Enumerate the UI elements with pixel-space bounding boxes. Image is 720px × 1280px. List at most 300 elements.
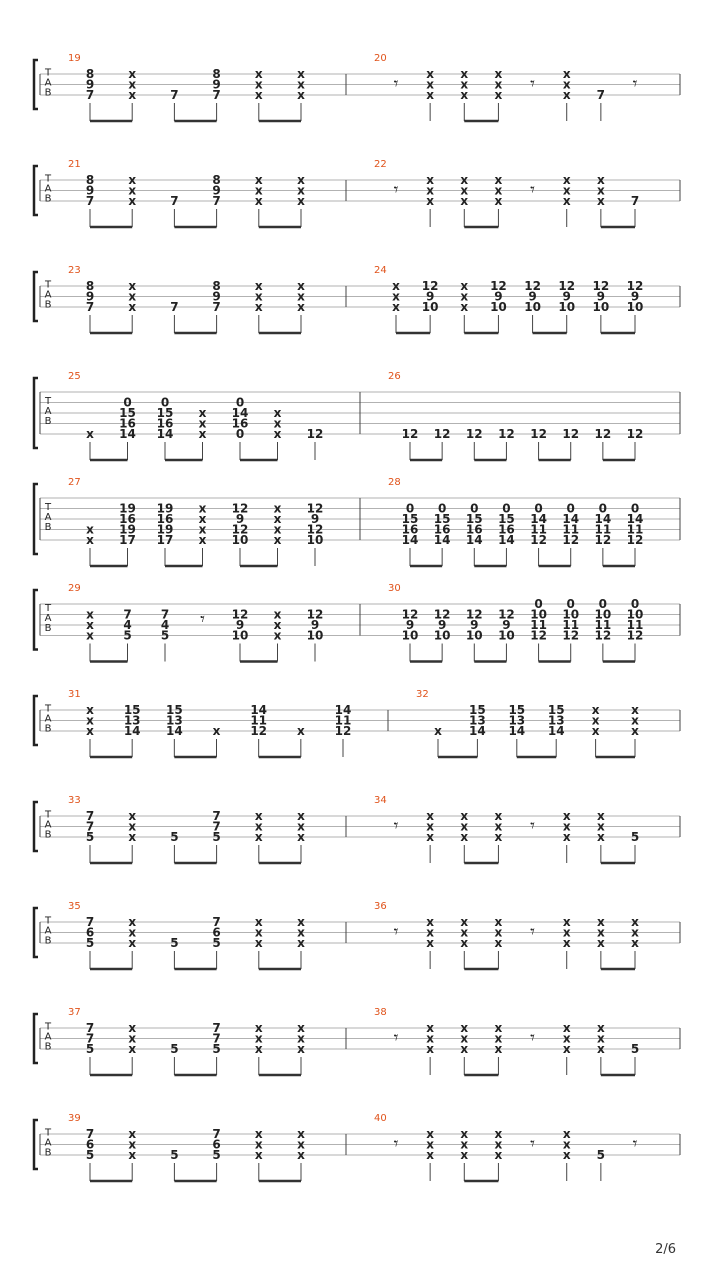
eighth-rest: 𝄾: [530, 1027, 535, 1049]
dead-note: x: [631, 703, 639, 717]
measure-number: 30: [388, 583, 401, 594]
measure-number: 31: [68, 689, 81, 700]
system-bracket: [34, 1120, 38, 1169]
fret-number: 6: [212, 925, 221, 940]
dead-note: x: [494, 1031, 503, 1046]
fret-number: 12: [465, 427, 483, 441]
dead-note: x: [297, 1137, 305, 1152]
fret-number: 10: [306, 628, 324, 643]
dead-note: x: [128, 1031, 137, 1046]
fret-number: 10: [421, 300, 439, 314]
eighth-rest: 𝄾: [200, 608, 205, 630]
fret-number: 12: [231, 522, 249, 537]
dead-note: x: [86, 703, 94, 717]
dead-note: x: [128, 194, 137, 208]
measure-number: 23: [68, 265, 81, 276]
fret-number: 9: [310, 618, 320, 632]
dead-note: x: [297, 819, 305, 834]
dead-note: x: [596, 194, 605, 208]
dead-note: x: [392, 279, 400, 293]
dead-note: x: [631, 915, 639, 929]
system-bracket: [34, 272, 38, 321]
fret-number: 11: [594, 522, 612, 537]
fret-number: 9: [437, 618, 447, 632]
dead-note: x: [392, 300, 400, 314]
eighth-rest: 𝄾: [393, 1133, 399, 1155]
fret-number: 9: [85, 77, 95, 92]
dead-note: x: [631, 936, 639, 950]
dead-note: x: [297, 1042, 305, 1056]
dead-note: x: [86, 618, 94, 632]
measure-number: 22: [374, 159, 387, 170]
dead-note: x: [460, 830, 469, 844]
fret-number: 9: [494, 289, 503, 304]
dead-note: x: [596, 1031, 605, 1046]
fret-number: 14: [165, 724, 183, 738]
fret-number: 19: [119, 522, 136, 537]
fret-number: 14: [401, 533, 419, 547]
fret-number: 8: [85, 67, 95, 81]
dead-note: x: [460, 1148, 469, 1162]
dead-note: x: [494, 88, 503, 102]
fret-number: 0: [502, 501, 511, 516]
fret-number: 7: [596, 88, 606, 102]
tab-clef-letter: T: [44, 1021, 52, 1033]
fret-number: 7: [85, 1021, 95, 1035]
fret-number: 9: [405, 618, 415, 632]
system-bracket: [34, 484, 38, 554]
fret-number: 14: [626, 512, 644, 526]
system-bracket: [34, 166, 38, 215]
dead-note: x: [273, 427, 282, 441]
fret-number: 11: [562, 522, 580, 537]
fret-number: 5: [85, 936, 95, 950]
tab-clef-letter: T: [44, 173, 52, 185]
dead-note: x: [562, 1021, 571, 1035]
dead-note: x: [297, 88, 305, 102]
dead-note: x: [562, 194, 571, 208]
dead-note: x: [273, 501, 282, 516]
fret-number: 10: [433, 628, 451, 643]
dead-note: x: [297, 1148, 305, 1162]
dead-note: x: [460, 1137, 469, 1152]
fret-number: 0: [630, 501, 640, 516]
fret-number: 5: [212, 1042, 221, 1056]
fret-number: 7: [85, 300, 95, 314]
fret-number: 14: [123, 724, 141, 738]
dead-note: x: [494, 915, 503, 929]
fret-number: 11: [562, 618, 580, 632]
fret-number: 5: [212, 830, 221, 844]
fret-number: 8: [212, 173, 221, 187]
fret-number: 9: [235, 618, 245, 632]
fret-number: 14: [231, 406, 249, 420]
fret-number: 0: [470, 501, 479, 516]
fret-number: 7: [123, 607, 132, 622]
fret-number: 14: [547, 724, 565, 738]
dead-note: x: [426, 1148, 435, 1162]
measure-number: 27: [68, 477, 81, 488]
dead-note: x: [562, 183, 571, 198]
dead-note: x: [596, 809, 605, 823]
measure-number: 32: [416, 689, 429, 700]
dead-note: x: [297, 279, 305, 293]
dead-note: x: [254, 300, 263, 314]
fret-number: 14: [119, 427, 136, 441]
fret-number: 5: [630, 830, 640, 844]
dead-note: x: [273, 607, 282, 622]
fret-number: 7: [630, 194, 640, 208]
fret-number: 7: [85, 819, 95, 834]
measure-number: 21: [68, 159, 81, 170]
dead-note: x: [460, 88, 469, 102]
measure-number: 29: [68, 583, 81, 594]
dead-note: x: [494, 830, 503, 844]
fret-number: 15: [547, 703, 565, 717]
dead-note: x: [562, 1031, 571, 1046]
dead-note: x: [254, 194, 263, 208]
system-bracket: [34, 696, 38, 745]
fret-number: 16: [498, 522, 515, 537]
dead-note: x: [273, 512, 282, 526]
dead-note: x: [297, 925, 305, 940]
fret-number: 15: [156, 406, 174, 420]
dead-note: x: [128, 1127, 137, 1141]
fret-number: 8: [85, 173, 95, 187]
eighth-rest: 𝄾: [393, 815, 399, 837]
fret-number: 12: [498, 427, 515, 441]
dead-note: x: [494, 925, 503, 940]
tab-clef-letter: B: [44, 299, 52, 311]
fret-number: 8: [85, 279, 95, 293]
dead-note: x: [198, 427, 207, 441]
dead-note: x: [254, 88, 263, 102]
tab-clef-letter: B: [44, 416, 52, 427]
fret-number: 12: [592, 279, 610, 293]
fret-number: 12: [562, 427, 580, 441]
fret-number: 14: [465, 533, 483, 547]
fret-number: 12: [594, 628, 612, 643]
dead-note: x: [254, 77, 263, 92]
dead-note: x: [460, 925, 469, 940]
dead-note: x: [460, 77, 469, 92]
dead-note: x: [631, 925, 639, 940]
fret-number: 12: [306, 522, 324, 537]
dead-note: x: [273, 628, 282, 643]
dead-note: x: [86, 628, 94, 643]
fret-number: 13: [508, 713, 526, 728]
eighth-rest: 𝄾: [530, 1133, 535, 1155]
measure-number: 19: [68, 53, 81, 64]
fret-number: 5: [85, 830, 95, 844]
fret-number: 9: [212, 289, 221, 304]
eighth-rest: 𝄾: [393, 1027, 399, 1049]
dead-note: x: [494, 819, 503, 834]
tab-clef-letter: B: [44, 1041, 52, 1053]
measure-number: 34: [374, 795, 387, 806]
fret-number: 9: [85, 289, 95, 304]
dead-note: x: [434, 724, 442, 738]
dead-note: x: [254, 830, 263, 844]
fret-number: 0: [598, 501, 608, 516]
fret-number: 5: [123, 628, 132, 643]
dead-note: x: [494, 1137, 503, 1152]
dead-note: x: [460, 279, 469, 293]
fret-number: 12: [306, 607, 324, 622]
dead-note: x: [426, 936, 435, 950]
dead-note: x: [128, 1021, 137, 1035]
fret-number: 7: [212, 88, 221, 102]
dead-note: x: [297, 809, 305, 823]
fret-number: 15: [433, 512, 451, 526]
dead-note: x: [128, 88, 137, 102]
dead-note: x: [460, 819, 469, 834]
page-number: 2/6: [655, 1242, 676, 1257]
fret-number: 10: [594, 607, 612, 622]
fret-number: 16: [156, 416, 174, 431]
dead-note: x: [562, 1148, 571, 1162]
fret-number: 5: [212, 936, 221, 950]
dead-note: x: [297, 194, 305, 208]
fret-number: 7: [170, 300, 179, 314]
fret-number: 13: [547, 713, 565, 728]
fret-number: 16: [156, 512, 174, 526]
dead-note: x: [494, 809, 503, 823]
dead-note: x: [273, 618, 282, 632]
dead-note: x: [460, 936, 469, 950]
system-bracket: [34, 1014, 38, 1063]
fret-number: 12: [626, 533, 644, 547]
fret-number: 10: [490, 300, 507, 314]
dead-note: x: [254, 1127, 263, 1141]
fret-number: 19: [119, 501, 136, 516]
dead-note: x: [426, 925, 435, 940]
dead-note: x: [562, 1127, 571, 1141]
fret-number: 10: [592, 300, 610, 314]
dead-note: x: [460, 1031, 469, 1046]
fret-number: 0: [123, 395, 132, 410]
dead-note: x: [426, 194, 435, 208]
fret-number: 7: [85, 194, 95, 208]
fret-number: 0: [160, 395, 170, 410]
tab-clef-letter: A: [44, 819, 52, 831]
dead-note: x: [297, 1031, 305, 1046]
tab-clef-letter: A: [44, 713, 52, 725]
fret-number: 16: [433, 522, 451, 537]
dead-note: x: [460, 1021, 469, 1035]
tab-clef-letter: B: [44, 829, 52, 841]
dead-note: x: [128, 1148, 137, 1162]
tab-clef-letter: T: [44, 502, 52, 513]
fret-number: 7: [85, 1031, 95, 1046]
dead-note: x: [426, 830, 435, 844]
fret-number: 10: [524, 300, 541, 314]
tab-clef-letter: A: [44, 925, 52, 937]
dead-note: x: [460, 67, 469, 81]
fret-number: 6: [85, 1137, 95, 1152]
fret-number: 7: [170, 194, 179, 208]
fret-number: 9: [596, 289, 606, 304]
fret-number: 10: [465, 628, 483, 643]
fret-number: 4: [123, 618, 132, 632]
dead-note: x: [254, 1148, 263, 1162]
fret-number: 7: [212, 915, 221, 929]
dead-note: x: [297, 1021, 305, 1035]
fret-number: 0: [437, 501, 447, 516]
fret-number: 12: [421, 279, 439, 293]
fret-number: 7: [85, 1127, 95, 1141]
eighth-rest: 𝄾: [393, 921, 399, 943]
fret-number: 17: [156, 533, 174, 547]
dead-note: x: [254, 183, 263, 198]
dead-note: x: [591, 703, 600, 717]
fret-number: 8: [212, 279, 221, 293]
dead-note: x: [297, 915, 305, 929]
fret-number: 12: [306, 501, 324, 516]
tab-clef-letter: A: [44, 77, 52, 89]
dead-note: x: [460, 173, 469, 187]
fret-number: 10: [401, 628, 419, 643]
dead-note: x: [128, 1137, 137, 1152]
dead-note: x: [596, 925, 605, 940]
dead-note: x: [460, 1127, 469, 1141]
fret-number: 9: [235, 512, 245, 526]
measure-number: 38: [374, 1007, 387, 1018]
dead-note: x: [273, 533, 282, 547]
system-bracket: [34, 802, 38, 851]
dead-note: x: [86, 713, 94, 728]
dead-note: x: [562, 67, 571, 81]
fret-number: 12: [594, 427, 612, 441]
dead-note: x: [562, 819, 571, 834]
dead-note: x: [254, 1031, 263, 1046]
dead-note: x: [596, 936, 605, 950]
dead-note: x: [562, 809, 571, 823]
fret-number: 11: [594, 618, 612, 632]
fret-number: 12: [530, 533, 547, 547]
eighth-rest: 𝄾: [530, 921, 535, 943]
fret-number: 9: [470, 618, 479, 632]
dead-note: x: [494, 173, 503, 187]
dead-note: x: [198, 416, 207, 431]
fret-number: 0: [235, 427, 245, 441]
dead-note: x: [254, 1042, 263, 1056]
fret-number: 11: [250, 713, 268, 728]
dead-note: x: [631, 724, 639, 738]
dead-note: x: [426, 88, 435, 102]
measure-number: 28: [388, 477, 401, 488]
fret-number: 0: [566, 597, 575, 611]
fret-number: 0: [534, 597, 543, 611]
fret-number: 7: [170, 88, 179, 102]
dead-note: x: [128, 289, 137, 304]
fret-number: 12: [558, 279, 576, 293]
dead-note: x: [198, 512, 207, 526]
fret-number: 6: [85, 925, 95, 940]
dead-note: x: [426, 809, 435, 823]
fret-number: 5: [170, 936, 179, 950]
fret-number: 13: [123, 713, 141, 728]
fret-number: 6: [212, 1137, 221, 1152]
fret-number: 12: [334, 724, 352, 738]
tab-clef-letter: B: [44, 935, 52, 947]
dead-note: x: [297, 183, 305, 198]
tab-clef-letter: A: [44, 183, 52, 195]
fret-number: 14: [156, 427, 174, 441]
measure-number: 39: [68, 1113, 81, 1124]
fret-number: 10: [530, 607, 547, 622]
dead-note: x: [562, 1137, 571, 1152]
dead-note: x: [297, 300, 305, 314]
dead-note: x: [297, 173, 305, 187]
eighth-rest: 𝄾: [632, 73, 638, 95]
fret-number: 12: [433, 427, 451, 441]
fret-number: 8: [212, 67, 221, 81]
fret-number: 9: [425, 289, 435, 304]
fret-number: 12: [231, 501, 249, 516]
dead-note: x: [254, 819, 263, 834]
dead-note: x: [460, 183, 469, 198]
dead-note: x: [254, 173, 263, 187]
dead-note: x: [596, 819, 605, 834]
fret-number: 10: [626, 300, 644, 314]
fret-number: 12: [530, 427, 547, 441]
fret-number: 5: [85, 1148, 95, 1162]
dead-note: x: [297, 289, 305, 304]
dead-note: x: [460, 300, 469, 314]
dead-note: x: [128, 67, 137, 81]
dead-note: x: [297, 936, 305, 950]
dead-note: x: [254, 809, 263, 823]
dead-note: x: [426, 173, 435, 187]
measure-number: 40: [374, 1113, 387, 1124]
fret-number: 12: [465, 607, 483, 622]
dead-note: x: [254, 67, 263, 81]
dead-note: x: [212, 724, 221, 738]
dead-note: x: [596, 173, 605, 187]
fret-number: 9: [310, 512, 320, 526]
fret-number: 11: [626, 618, 644, 632]
fret-number: 5: [160, 628, 170, 643]
fret-number: 5: [85, 1042, 95, 1056]
dead-note: x: [426, 1042, 435, 1056]
dead-note: x: [494, 183, 503, 198]
fret-number: 5: [170, 1148, 179, 1162]
fret-number: 13: [165, 713, 183, 728]
fret-number: 16: [119, 512, 136, 526]
dead-note: x: [297, 830, 305, 844]
dead-note: x: [128, 936, 137, 950]
dead-note: x: [426, 1137, 435, 1152]
tab-clef-letter: A: [44, 1137, 52, 1149]
fret-number: 7: [212, 1021, 221, 1035]
dead-note: x: [426, 1021, 435, 1035]
fret-number: 14: [334, 703, 352, 717]
dead-note: x: [254, 915, 263, 929]
dead-note: x: [198, 533, 207, 547]
dead-note: x: [562, 77, 571, 92]
fret-number: 12: [594, 533, 612, 547]
fret-number: 10: [306, 533, 324, 547]
tab-clef-letter: B: [44, 522, 52, 533]
dead-note: x: [128, 819, 137, 834]
fret-number: 14: [498, 533, 515, 547]
fret-number: 9: [212, 77, 221, 92]
dead-note: x: [426, 1127, 435, 1141]
fret-number: 16: [401, 522, 419, 537]
fret-number: 7: [212, 819, 221, 834]
fret-number: 13: [469, 713, 486, 728]
